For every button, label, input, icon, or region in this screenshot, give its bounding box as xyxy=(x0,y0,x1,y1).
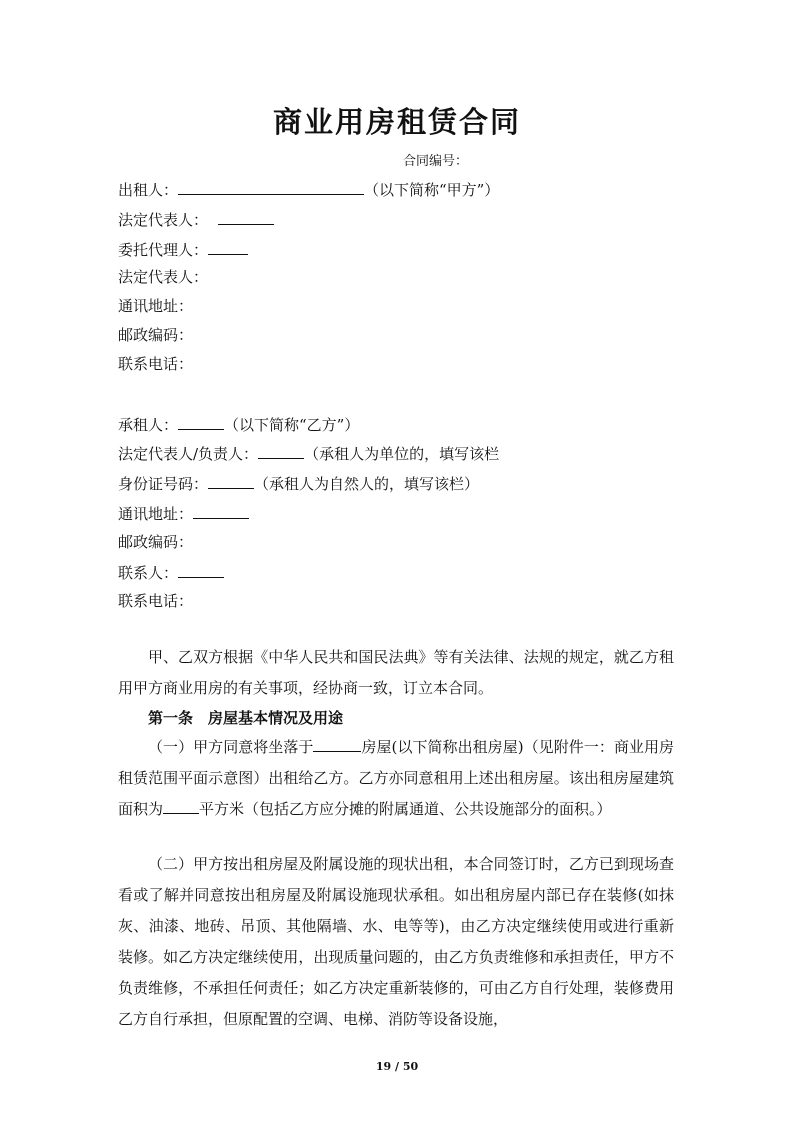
lessor-agent-field[interactable] xyxy=(208,238,248,255)
lessor-legal-rep-field[interactable] xyxy=(218,208,274,225)
lessee-id-note: （承租人为自然人的，填写该栏） xyxy=(254,475,480,493)
article-1-clause-1 xyxy=(118,732,674,825)
lessee-id-field[interactable] xyxy=(208,472,254,489)
lessee-contact-field[interactable] xyxy=(178,561,224,578)
lessor-name-line xyxy=(118,178,499,200)
lessor-name-field[interactable] xyxy=(178,178,364,195)
article-1-clause-2: （二）甲方按出租房屋及附属设施的现状出租，本合同签订时，乙方已到现场查看或了解并同意按出租房屋及附属设施现状承租。如出租房屋内部已存在装修(如抹灰、油漆、地砖、吊顶、其他隔墙、水、电等等)，由乙方决定继续使用或进行重新装修。如乙方决定继续使用，出现质量问题的，由乙方负责维修和承担责任，甲方不负责维修，不承担任何责任；如乙方决定重新装修的，可由乙方自行处理，装修费用乙方自行承担，但原配置的空调、电梯、消防等设备设施， xyxy=(118,855,674,1028)
lessor-agent-label: 委托代理人： xyxy=(118,241,209,259)
lessee-id-line xyxy=(118,472,479,494)
lessee-legal-rep-label: 法定代表人/负责人： xyxy=(118,445,259,463)
property-location-field[interactable] xyxy=(313,737,361,752)
lessee-address-label: 通讯地址： xyxy=(118,505,194,523)
page-number: 19 / 50 xyxy=(375,1060,419,1073)
lessee-name-line xyxy=(118,413,359,435)
lessee-address-line xyxy=(118,502,249,524)
clause-1-part-c: 平方米（包括乙方应分摊的附属通道、公共设施部分的面积。） xyxy=(199,800,612,818)
lessee-contact-label: 联系人： xyxy=(118,564,179,582)
clause-1-part-a: （一）甲方同意将坐落于 xyxy=(148,738,314,756)
lessor-legal-rep-line xyxy=(118,208,274,230)
lessee-contact-line xyxy=(118,561,224,583)
lessor-address-label: 通讯地址： xyxy=(118,297,194,315)
lessee-phone-label: 联系电话： xyxy=(118,592,194,610)
lessee-legal-rep-note: （承租人为单位的，填写该栏 xyxy=(304,445,500,463)
lessor-legal-rep-label: 法定代表人： xyxy=(118,211,209,229)
lessor-phone-label: 联系电话： xyxy=(118,355,194,373)
contract-number-label: 合同编号： xyxy=(403,154,469,169)
lessee-address-field[interactable] xyxy=(193,502,249,519)
lessor-agent-line xyxy=(118,238,248,260)
lessor-name-note: （以下简称“甲方”） xyxy=(364,181,500,199)
lessor-legal-rep2-label: 法定代表人： xyxy=(118,268,209,286)
lessor-name-label: 出租人： xyxy=(118,181,179,199)
lessee-legal-rep-field[interactable] xyxy=(258,442,304,459)
clause-1-part-b: 房屋(以下简称出租房屋)（见附件一：商业用房租赁范围平面示意图）出租给乙方。乙方亦同意租用上述出租房屋。该出租房屋建筑面积为 xyxy=(118,738,674,818)
lessee-legal-rep-line xyxy=(118,442,499,464)
page-title: 商业用房租赁合同 xyxy=(272,105,521,139)
lessee-name-note: （以下简称“乙方”） xyxy=(224,416,360,434)
lessee-postcode-label: 邮政编码： xyxy=(118,533,194,551)
lessee-name-field[interactable] xyxy=(178,413,224,430)
lessee-id-label: 身份证号码： xyxy=(118,475,209,493)
property-area-field[interactable] xyxy=(163,799,199,814)
preamble-paragraph: 甲、乙双方根据《中华人民共和国民法典》等有关法律、法规的规定，就乙方租用甲方商业用房的有关事项，经协商一致，订立本合同。 xyxy=(118,648,674,697)
article-1-heading: 第一条 房屋基本情况及用途 xyxy=(148,709,344,727)
lessee-name-label: 承租人： xyxy=(118,416,179,434)
lessor-postcode-label: 邮政编码： xyxy=(118,326,194,344)
